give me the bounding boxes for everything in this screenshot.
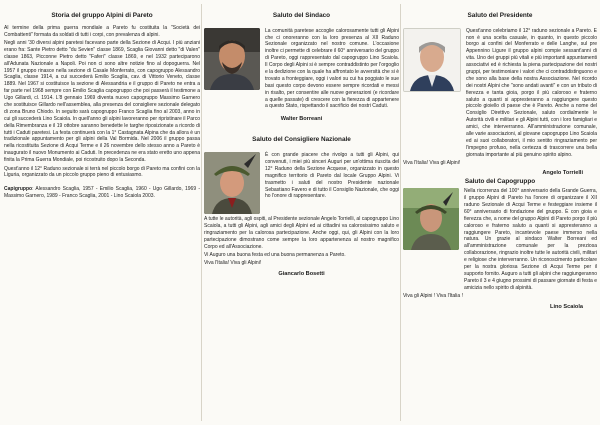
greetings-column-middle [204,4,399,423]
consigliere-photo [204,152,260,214]
history-paragraph: Al termine della prima guerra mondiale a Pareto fu costituita la "Società dei Combattenti" formata da soldati di tutti i corpi, con prevalenza di alpini. [4,24,200,38]
consigliere-title: Saluto del Consigliere Nazionale [252,136,351,144]
presidente-block [403,28,597,159]
consigliere-closing: Viva l'Italia! Viva gli Alpini! [204,260,262,267]
sindaco-title: Saluto del Sindaco [272,12,331,19]
presidente-text: Quest'anno celebriamo il 12° raduno sezionale a Pareto. E non è una scelta casuale, in quanto, in questo piccolo borgo ai confini del Monferrato e delle Langhe, sul pre Appennino Ligure il gruppo alpini compie sessant'anni di vita. Uno dei gruppi più vitali e più importanti appuntamenti associativi ed è richiesta la piena partecipazione dei nostri gruppi, per testimoniare i valori che ci contraddistinguono e che sono alla base della nostra Associazione. Nel ricordo dei nostri Alpini che "sono andati avanti" e con un tributo di fierezza e tanta gioia, porgo il più caloroso e fraterno saluto a quanti si appresteranno a raggiungere questo piccolo gioiello di paese che è Pareto. Anche a nome del Consiglio Direttivo Sezionale, saluto cordialmente le Autorità civili e militari e gli Alpini tutti, con i loro famigliari e amici, che interverranno. All'amministrazione comunale, alle varie associazioni, al giovane capogruppo Lino Scaiola ed ai suoi collaboratori, il mio sentito ringraziamento per l'impegno profuso, nella certezza di trascorrere una bella giornata importante al più genuino spirito alpino. [466,27,597,158]
capigruppo-list [4,186,200,200]
capigruppo-label: Capigruppo [4,186,33,193]
consigliere-text-3: Vi Auguro una buona festa ed una buona permanenza a Pareto. [204,252,346,259]
capogruppo-photo [403,188,459,250]
portrait-alpine-hat-icon [204,152,260,214]
history-column [4,4,200,423]
portrait-capogruppo-icon [403,188,459,250]
sindaco-signature: Walter Borreani [280,116,323,123]
consigliere-text-2: A tutte le autorità, agli ospiti, al Presidente sezionale Angelo Torrielli, al capogruppo Lino Scaiola, a tutti gli Alpini, agli amici degli Alpini ed ai cittadini va calorosissimo saluto e ringraziamento per la calorosa partecipazione. Anche oggi, qui, gli Alpini con la loro partecipazione dimostrano come sempre la loro appartenenza al nostro magnifico Corpo ed all'Associazione. [204,216,399,250]
presidente-photo [403,28,461,92]
history-paragraph: Quest'anno il 12° Raduno sezionale si terrà nel piccolo borgo di Pareto ma confini con la Liguria, organizzato da un piccolo gruppo pieno di entusiasmo. [4,165,200,179]
presidente-signature: Angelo Torrielli [542,169,583,176]
history-paragraph: Negli anni '30 diversi alpini paretesi facevano parte della Sezione di Acqui. I più anziani erano fra: Sante Pietro detto "du Sevien" classe 1869, Scaglia Giovanni detto "di Valen" classe 1863, Picconne Pietro detto "Faferi" classe 1869, e nel 1932 parteciparono all'Adunata Nazionale a Napoli. Poi non ci sono altre notizie fino al dopoguerra. Nel 1957 il gruppo rinasce nella sezione di Casale Monferrato, con capogruppo Alessandro Scaglia, classe 1914, a cui succederà Emilio Scaglia, cav. di Vittorio Veneto, classe 1889. Nel 1967 si costituisce la sezione di Alessandria e il gruppo di Pareto ne entra a far parte nel 1968 sempre con Emilio Scaglia capogruppo che poi passerà il testimone a Ugo Gillardi, cl. 1914. L'8 gennaio 1969 diventa nuovo capogruppo Massimo Garnero che sostituisce Gillardo nell'assemblea, alla presenza del consigliere sezionale delegato di zona Bruno Chiodo. In seguito sarà capogruppo Franco Scaglia fino al 2003, anno in cui gli succederà Lino Scaiola. In quell'anno gli alpini lavoreranno per ripristinare il Parco della Rimembranza e il 19 ottobre saranno benedette le targhe riposizionate a ricordo di tutti i Caduti paretesi. La festa continuerà con la 1° Castagnata Alpina che da allora è un tradizionale appuntamento per gli alpini della Val Bormida. Nel 2006 il gruppo passa nella ricostituita Sezione di Acqui Terme e il 26 novembre dello stesso anno a Pareto è inaugurato il nuovo Monumento ai Caduti. In precedenza ne era stato eretto uno appena finita la Prima Guerra Mondiale, poi ricostruito dopo la Seconda. [4,39,200,164]
capogruppo-text: Nella ricorrenza del 100° anniversario della Grande Guerra, il gruppo Alpini di Pareto ha l'onore di organizzare il XII raduno Sezionale di Acqui Terme e festeggiare insieme il 60° anniversario di fondazione del gruppo. È con gioia e fierezza che, a nome del gruppo Alpini di Pareto porgo il più caloroso e fraterno saluto a quanti si appresteranno a raggiungere Pareto, incantevole paese immerso nella natura. Un grazie al sindaco Walter Borreani ed all'amministrazione comunale per la preziosa collaborazione, ringrazio inoltre tutte le autorità civili, militari e religiose che interverranno. Un riconoscimento particolare per la nostra gloriosa Sezione di Acqui Terme per il supporto fornito. Auguro a tutti gli alpini che raggiungeranno Pareto il 3 e 4 giugno prossimi di passare giornate di festa e amicizia nello spirito di alpinità. [464,188,597,291]
capogruppo-signature: Lino Scaiola [550,304,583,311]
sindaco-block [204,28,399,111]
consigliere-signature: Giancarlo Bosetti [278,271,325,278]
consigliere-block [204,152,399,214]
portrait-man-icon [204,28,260,90]
portrait-presidente-icon [404,29,460,91]
divider-1 [201,4,202,421]
history-title: Storia del gruppo Alpini di Pareto [51,12,153,19]
sindaco-photo [204,28,260,90]
capogruppo-closing: Viva gli Alpini ! Viva l'Italia ! [403,292,463,299]
capigruppo-text: : Alessandro Scaglia, 1957 - Emilio Scaglia, 1960 - Ugo Gillardo, 1969 - Massimo Garnero, 1989 - Franco Scaglia, 2001 - Lino Scaiola 2003. [4,186,200,200]
divider-2 [400,4,401,421]
sindaco-text: La comunità paretese accoglie calorosamente tutti gli Alpini che ci onoreranno con la loro presenza al XII Raduno Sezionale organizzato nel nostro comune. L'occasione inoltre ci permette di celebrare il 60° anniversario del gruppo di Pareto, oggi rappresentato dal capogruppo Lino Scaiola. Il Corpo degli Alpini si è sempre contraddistinto per l'orgoglio e la dedizione con la quale ha affrontato le avversità che si è trovato a fronteggiare, oggi i valori su cui ha poggiato le sue basi questo corpo devono essere sempre ricordati e messi in risalto, per consentire alle nuove generazioni (e ricordare a quelle passate) di crescere con la fierezza di appartenere a questo Stato, rispettando il sacrificio dei nostri Caduti. [265,27,399,110]
greetings-column-right [403,4,597,423]
capogruppo-block [403,188,597,291]
consigliere-text: È con grande piacere che rivolgo a tutti gli Alpini, qui convenuti, i miei più sinceri Auguri per un'ottima riuscita del 12° Raduno della Sezione Acquese, organizzato in questo magnifico territorio di Pareto dal locale Gruppo Alpini. Vi trasmetto i saluti del nostro Presidente nazionale Sebastiano Favero e di tutto il Consiglio Nazionale, che oggi ho l'onore di rappresentare. [265,152,399,200]
presidente-closing: Viva l'Italia! Viva gli Alpini! [403,159,461,166]
capogruppo-title: Saluto del Capogruppo [464,177,536,185]
presidente-title: Saluto del Presidente [467,12,533,19]
